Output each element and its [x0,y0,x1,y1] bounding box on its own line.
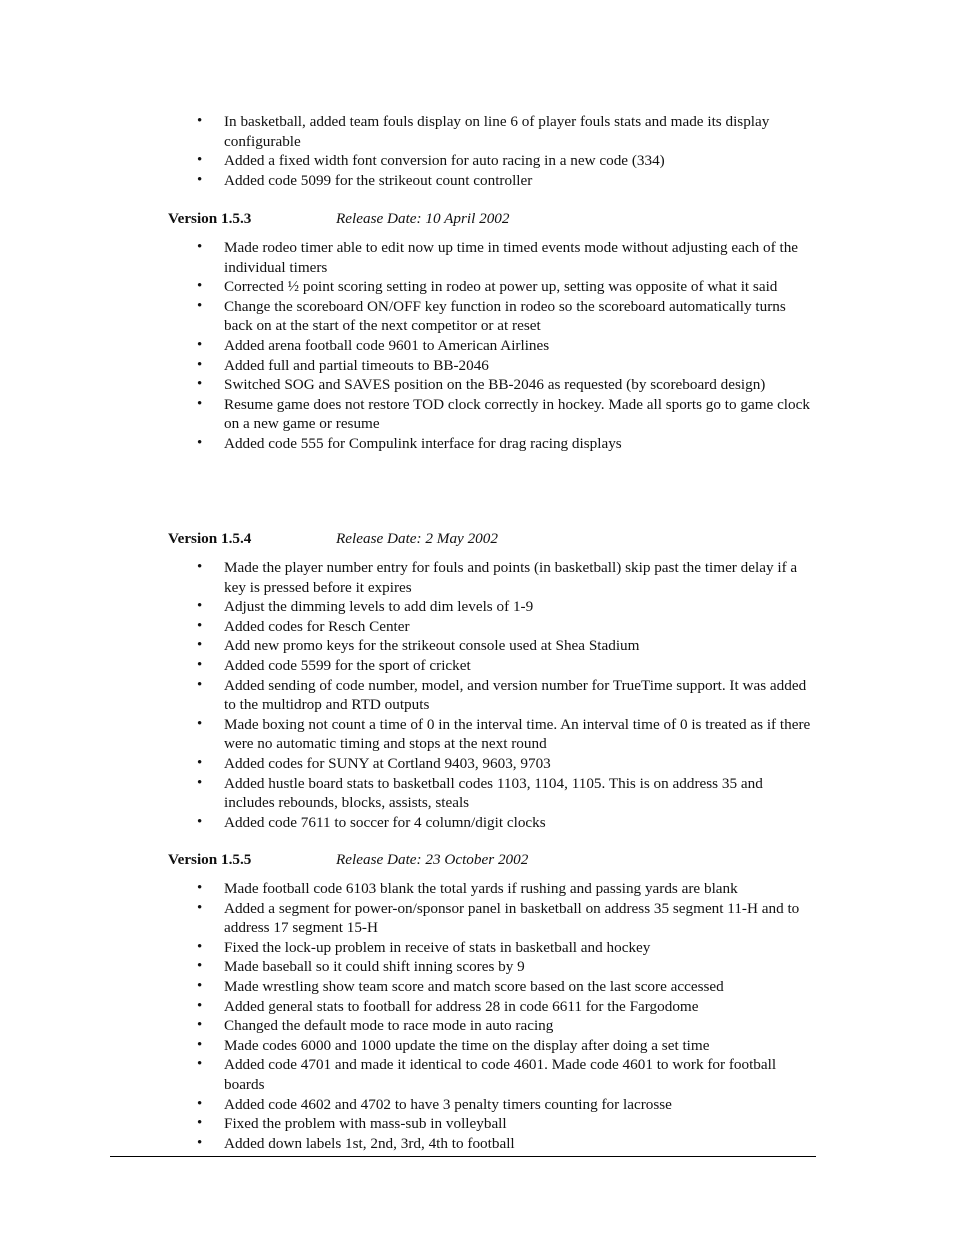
bullet-icon: • [197,356,203,373]
list-item: • Added general stats to football for address 28 in code 6611 for the Fargodome [197,997,699,1015]
release-date: Release Date: 23 October 2002 [336,851,529,868]
bullet-icon: • [197,297,203,314]
list-item: • Change the scoreboard ON/OFF key function in rodeo so the scoreboard automatically turns back on at the start of the next competitor or at reset [197,297,786,335]
footer-divider [110,1156,816,1157]
list-item: • Fixed the problem with mass-sub in volleyball [197,1115,507,1133]
release-date: Release Date: 10 April 2002 [336,210,510,227]
intro-bullet-list [0,112,954,190]
list-item: • Changed the default mode to race mode in auto racing [197,1017,554,1035]
list-item: • Added a fixed width font conversion for auto racing in a new code (334) [197,152,665,170]
list-item: • Added code 4602 and 4702 to have 3 penalty timers counting for lacrosse [197,1095,672,1113]
release-date: Release Date: 2 May 2002 [336,530,498,547]
list-item: • Added a segment for power-on/sponsor panel in basketball on address 35 segment 11-H and to address 17 segment 15-H [197,899,800,937]
list-item: • Added codes for SUNY at Cortland 9403, 9603, 9703 [197,754,551,772]
bullet-icon: • [197,754,203,771]
version-heading-1-5-5 [168,850,528,870]
bullet-icon: • [197,336,203,353]
list-item: • Added sending of code number, model, and version number for TrueTime support. It was added to the multidrop and RTD outputs [197,676,807,714]
bullet-icon: • [197,813,203,830]
version-1-5-4-bullet-list [0,558,954,832]
bullet-icon: • [197,559,203,575]
list-item: • Added arena football code 9601 to American Airlines [197,336,550,354]
bullet-icon: • [197,152,203,169]
version-heading-1-5-3 [168,209,510,229]
list-item: • Added code 5099 for the strikeout count controller [197,171,533,189]
list-item: • Resume game does not restore TOD clock correctly in hockey. Made all sports go to game clock on a new game or resume [197,395,810,433]
bullet-icon: • [197,997,203,1014]
bullet-icon: • [197,278,203,295]
version-heading-1-5-4 [168,529,498,549]
bullet-icon: • [197,880,203,896]
bullet-icon: • [197,1036,203,1053]
bullet-icon: • [197,958,203,975]
list-item: • Made the player number entry for fouls and points (in basketball) skip past the timer delay if a key is pressed before it expires [197,559,798,596]
version-number: Version 1.5.3 [168,210,252,227]
list-item: • Made rodeo timer able to edit now up time in timed events mode without adjusting each of the individual timers [197,239,799,276]
list-item: • Switched SOG and SAVES position on the BB-2046 as requested (by scoreboard design) [197,376,766,394]
bullet-icon: • [197,1115,203,1132]
list-item: • Added hustle board stats to basketball codes 1103, 1104, 1105. This is on address 35 and includes rebounds, blocks, assists, steals [197,774,763,812]
list-item: • In basketball, added team fouls display on line 6 of player fouls stats and made its display configurable [197,113,770,150]
bullet-icon: • [197,637,203,654]
list-item: • Added codes for Resch Center [197,617,410,635]
version-number: Version 1.5.5 [168,851,252,868]
bullet-icon: • [197,239,203,255]
bullet-icon: • [197,171,203,188]
list-item: • Add new promo keys for the strikeout console used at Shea Stadium [197,637,640,655]
version-1-5-5-bullet-list [0,879,954,1153]
bullet-icon: • [197,376,203,393]
bullet-icon: • [197,938,203,955]
bullet-icon: • [197,676,203,693]
list-item: • Made codes 6000 and 1000 update the time on the display after doing a set time [197,1036,710,1054]
bullet-icon: • [197,1017,203,1034]
bullet-icon: • [197,977,203,994]
list-item: • Made baseball so it could shift inning scores by 9 [197,958,525,976]
bullet-icon: • [197,1056,203,1073]
list-item: • Added code 4701 and made it identical to code 4601. Made code 4601 to work for football boards [197,1056,777,1093]
list-item: • Made boxing not count a time of 0 in the interval time. An interval time of 0 is treated as if there were no automatic timing and stops at the next round [197,715,811,753]
list-item: • Adjust the dimming levels to add dim levels of 1-9 [197,598,534,616]
version-1-5-3-bullet-list [0,238,954,454]
bullet-icon: • [197,715,203,732]
bullet-icon: • [197,395,203,412]
bullet-icon: • [197,899,203,916]
list-item: • Added down labels 1st, 2nd, 3rd, 4th to football [197,1134,515,1152]
bullet-icon: • [197,598,203,615]
bullet-icon: • [197,656,203,673]
list-item: • Fixed the lock-up problem in receive of stats in basketball and hockey [197,938,651,956]
bullet-icon: • [197,1095,203,1112]
list-item: • Added code 555 for Compulink interface for drag racing displays [197,434,622,452]
list-item: • Made wrestling show team score and match score based on the last score accessed [197,977,724,995]
bullet-icon: • [197,113,203,129]
bullet-icon: • [197,1134,203,1151]
list-item: • Corrected ½ point scoring setting in rodeo at power up, setting was opposite of what it said [197,278,778,296]
bullet-icon: • [197,434,203,451]
list-item: • Added code 7611 to soccer for 4 column/digit clocks [197,813,546,831]
version-number: Version 1.5.4 [168,530,252,547]
list-item: • Added code 5599 for the sport of cricket [197,656,471,674]
list-item: • Added full and partial timeouts to BB-2046 [197,356,489,374]
bullet-icon: • [197,617,203,634]
list-item: • Made football code 6103 blank the total yards if rushing and passing yards are blank [197,880,738,897]
bullet-icon: • [197,774,203,791]
